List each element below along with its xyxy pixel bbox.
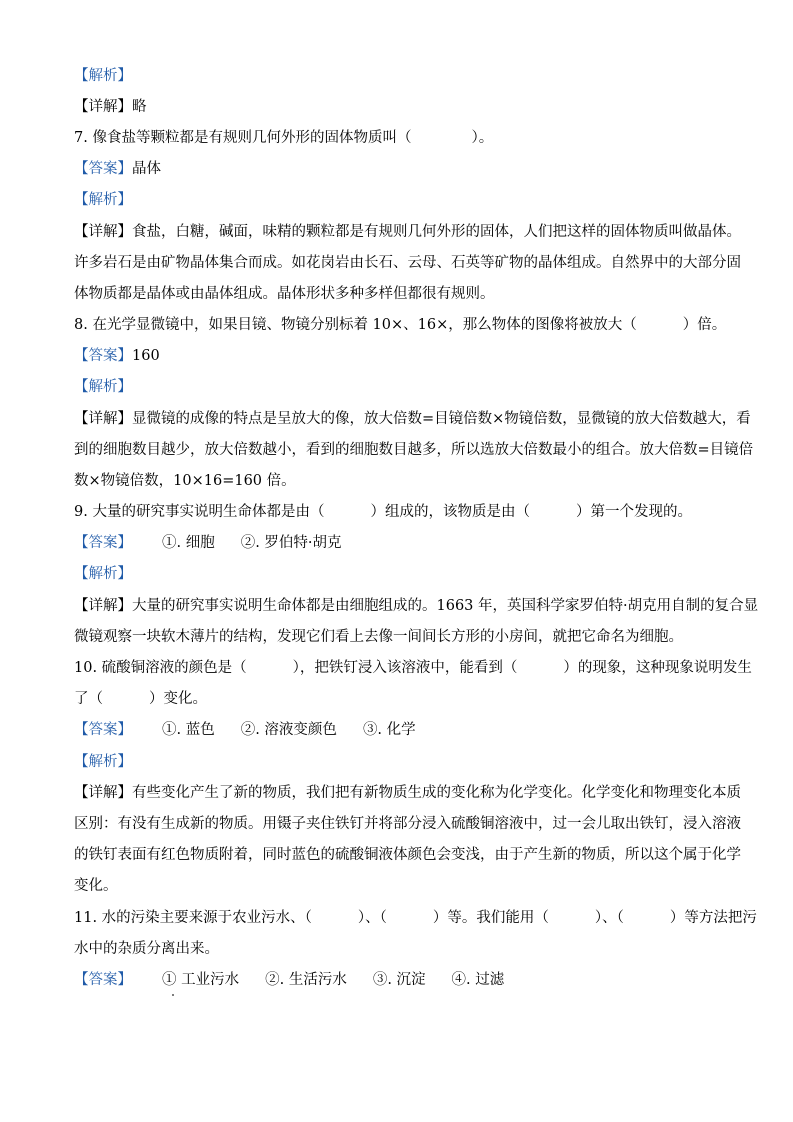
question-8-answer (74, 346, 714, 366)
answer-item: ① 工业污水 (162, 972, 240, 988)
question-9-analysis (74, 564, 714, 584)
question-10-stem-line-2 (74, 689, 714, 709)
answer-tag: 【答案】 (74, 972, 132, 988)
answer-tag: 【答案】 (74, 535, 132, 551)
answer-item: ②. 溶液变颜色 (240, 722, 337, 738)
analysis-tag: 【解析】 (74, 566, 132, 582)
detail-text: 体物质都是晶体或由晶体组成。晶体形状多种多样但都很有规则。 (74, 286, 495, 302)
question-7-detail-line-3 (74, 284, 714, 304)
question-9-detail-line-2 (74, 627, 714, 647)
answer-item: ③. 化学 (362, 722, 416, 738)
detail-text: 大量的研究事实说明生命体都是由细胞组成的。1663 年，英国科学家罗伯特·胡克用自制的复合显 (132, 598, 759, 614)
analysis-tag: 【解析】 (74, 754, 132, 770)
question-11-stem-line-1 (74, 908, 757, 928)
stray-dot (172, 994, 174, 996)
answer-item: ③. 沉淀 (372, 972, 426, 988)
question-10-answer (74, 720, 714, 740)
question-text: ）。 (471, 130, 494, 146)
answer-tag: 【答案】 (74, 348, 132, 364)
question-text: 8. 在光学显微镜中，如果目镜、物镜分别标着 10×、16×，那么物体的图像将被放大（ (74, 317, 637, 333)
detail-text: 的铁钉表面有红色物质附着，同时蓝色的硫酸铜液体颜色会变浅，由于产生新的物质，所以这个属于化学 (74, 847, 741, 863)
answer-item: ①. 细胞 (162, 535, 215, 551)
detail-text: 有些变化产生了新的物质，我们把有新物质生成的变化称为化学变化。化学变化和物理变化本质 (132, 785, 741, 801)
detail-tag: 【详解】 (74, 99, 132, 115)
question-10-detail-line-4 (74, 876, 714, 896)
question-11-stem-line-2 (74, 939, 714, 959)
detail-tag: 【详解】 (74, 785, 132, 801)
question-8-detail-line-3 (74, 471, 714, 491)
answer-item: ②. 罗伯特·胡克 (240, 535, 342, 551)
answer-text: 晶体 (132, 161, 161, 177)
detail-tag: 【详解】 (74, 411, 132, 427)
question-text: 水中的杂质分离出来。 (74, 941, 219, 957)
question-text: 7. 像食盐等颗粒都是有规则几何外形的固体物质叫（ (74, 130, 412, 146)
question-text: 9. 大量的研究事实说明生命体都是由（ (74, 504, 325, 520)
detail-tag: 【详解】 (74, 598, 132, 614)
question-9-detail-line-1 (74, 596, 759, 616)
question-text: ）、（ (594, 910, 624, 926)
question-text: ），把铁钉浸入该溶液中，能看到（ (292, 660, 518, 676)
question-text: 10. 硫酸铜溶液的颜色是（ (74, 660, 247, 676)
answer-tag: 【答案】 (74, 161, 132, 177)
question-text: 11. 水的污染主要来源于农业污水、（ (74, 910, 312, 926)
detail-text: 到的细胞数目越少，放大倍数越小，看到的细胞数目越多，所以选放大倍数最小的组合。放大倍数=目镜倍 (74, 442, 754, 458)
answer-item: ②. 生活污水 (265, 972, 347, 988)
question-9-answer (74, 533, 714, 553)
answer-text: 160 (132, 348, 160, 364)
question-text: ）组成的，该物质是由（ (370, 504, 530, 520)
analysis-tag: 【解析】 (74, 68, 132, 84)
analysis-line (74, 66, 714, 86)
question-text: ）第一个发现的。 (575, 504, 692, 520)
question-text: ）倍。 (682, 317, 727, 333)
question-11-answer (74, 970, 714, 990)
question-7-stem (74, 128, 714, 148)
answer-tag: 【答案】 (74, 722, 132, 738)
detail-line (74, 97, 714, 117)
question-text: ）等方法把污 (669, 910, 757, 926)
question-text: ）变化。 (149, 691, 207, 707)
question-text: 了（ (74, 691, 103, 707)
question-10-detail-line-2 (74, 814, 741, 834)
question-text: ）、（ (357, 910, 387, 926)
analysis-tag: 【解析】 (74, 379, 132, 395)
question-7-detail-line-1 (74, 222, 741, 242)
detail-text: 略 (132, 99, 147, 115)
answer-item: ①. 蓝色 (162, 722, 215, 738)
question-text: ）的现象，这种现象说明发生 (563, 660, 752, 676)
question-10-detail-line-3 (74, 845, 741, 865)
answer-item: ④. 过滤 (451, 972, 505, 988)
question-7-detail-line-2 (74, 253, 741, 273)
question-9-stem (74, 502, 714, 522)
detail-text: 数×物镜倍数，10×16=160 倍。 (74, 473, 296, 489)
question-8-analysis (74, 377, 714, 397)
question-8-detail-line-1 (74, 409, 751, 429)
detail-text: 微镜观察一块软木薄片的结构，发现它们看上去像一间间长方形的小房间，就把它命名为细胞。 (74, 629, 683, 645)
question-7-answer (74, 159, 714, 179)
question-10-detail-line-1 (74, 783, 741, 803)
question-8-stem (74, 315, 727, 335)
detail-text: 变化。 (74, 878, 118, 894)
question-10-analysis (74, 752, 714, 772)
detail-text: 许多岩石是由矿物晶体集合而成。如花岗岩由长石、云母、石英等矿物的晶体组成。自然界中的大部分固 (74, 255, 741, 271)
question-7-analysis (74, 190, 714, 210)
question-10-stem-line-1 (74, 658, 752, 678)
question-text: ）等。我们能用（ (432, 910, 549, 926)
detail-text: 区别：有没有生成新的物质。用镊子夹住铁钉并将部分浸入硫酸铜溶液中，过一会儿取出铁钉，浸入溶液 (74, 816, 741, 832)
question-8-detail-line-2 (74, 440, 754, 460)
detail-text: 显微镜的成像的特点是呈放大的像，放大倍数=目镜倍数×物镜倍数，显微镜的放大倍数越大，看 (132, 411, 751, 427)
detail-tag: 【详解】 (74, 224, 132, 240)
analysis-tag: 【解析】 (74, 192, 132, 208)
detail-text: 食盐，白糖，碱面，味精的颗粒都是有规则几何外形的固体，人们把这样的固体物质叫做晶体。 (132, 224, 741, 240)
